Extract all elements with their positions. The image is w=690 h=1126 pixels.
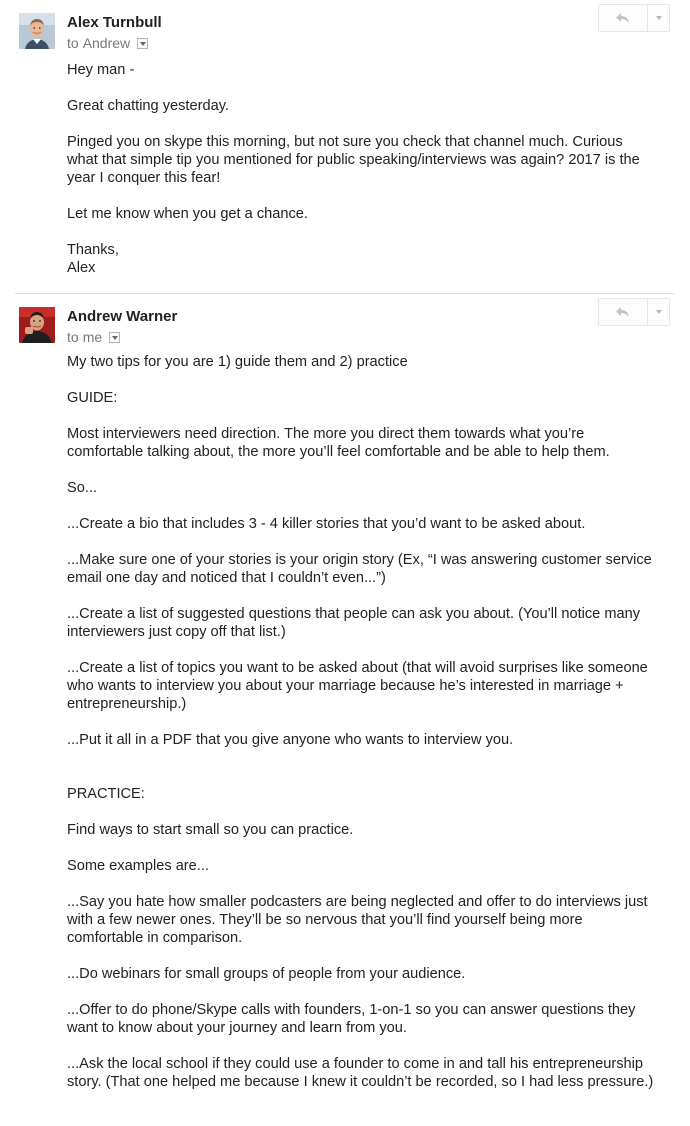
avatar-photo-andrew — [19, 307, 55, 343]
body-paragraph: Great chatting yesterday. — [67, 98, 229, 114]
body-paragraph: ...Say you hate how smaller podcasters are being neglected and offer to do interviews just with a few newer ones. They’ll be so nervous that you’ll find yourself being more comfortable in comparison. — [67, 894, 648, 946]
avatar-photo-alex — [19, 13, 55, 49]
section-heading-guide: GUIDE: — [67, 390, 118, 406]
reply-button[interactable] — [599, 5, 648, 31]
body-paragraph: ...Do webinars for small groups of people from your audience. — [67, 966, 466, 982]
body-paragraph: ...Offer to do phone/Skype calls with founders, 1-on-1 so you can answer questions they want to know about your journey and learn from you. — [67, 1002, 636, 1036]
body-paragraph: ...Ask the local school if they could use a founder to come in and tall his entrepreneurship story. (That one helped me because I knew it couldn’t be recorded, so I had less pressure.) — [67, 1056, 654, 1090]
avatar-andrew-warner[interactable] — [19, 307, 55, 343]
reply-button-group — [598, 298, 670, 326]
reply-arrow-icon — [616, 307, 630, 318]
body-paragraph: Find ways to start small so you can practice. — [67, 822, 354, 838]
recipient-details-chevron-down-icon[interactable] — [137, 38, 148, 49]
section-heading-practice: PRACTICE: — [67, 786, 145, 802]
email-message-andrew — [0, 294, 690, 1126]
body-paragraph: ...Create a list of suggested questions that people can ask you about. (You’ll notice many interviewers just copy off that list.) — [67, 606, 641, 640]
body-paragraph: Let me know when you get a chance. — [67, 206, 308, 222]
recipient-line — [67, 35, 148, 51]
email-body — [67, 353, 657, 1109]
body-paragraph: Some examples are... — [67, 858, 209, 874]
reply-button-group — [598, 4, 670, 32]
more-options-button[interactable] — [648, 5, 669, 31]
reply-arrow-icon — [616, 13, 630, 24]
body-signoff: Thanks, Alex — [67, 242, 119, 276]
email-message-alex — [0, 0, 690, 292]
sender-name[interactable]: Alex Turnbull — [67, 14, 162, 31]
body-paragraph: ...Create a list of topics you want to be asked about (that will avoid surprises like someone who wants to interview you about your marriage because he’s interested in marriage + entrepreneurship.) — [67, 660, 648, 712]
sender-name[interactable]: Andrew Warner — [67, 308, 178, 325]
recipient-to-label: to — [67, 329, 79, 345]
recipient-name: Andrew — [82, 35, 131, 51]
body-paragraph: My two tips for you are 1) guide them and 2) practice — [67, 354, 408, 370]
body-paragraph: ...Make sure one of your stories is your origin story (Ex, “I was answering customer service email one day and noticed that I couldn’t even...”) — [67, 552, 652, 586]
body-paragraph: ...Create a bio that includes 3 - 4 killer stories that you’d want to be asked about. — [67, 516, 586, 532]
body-paragraph: Most interviewers need direction. The more you direct them towards what you’re comfortable talking about, the more you’ll feel comfortable and be able to help them. — [67, 426, 610, 460]
recipient-to-label: to — [67, 35, 79, 51]
body-paragraph: Hey man - — [67, 62, 135, 78]
email-body — [67, 61, 657, 295]
recipient-details-chevron-down-icon[interactable] — [109, 332, 120, 343]
reply-button[interactable] — [599, 299, 648, 325]
body-paragraph: So... — [67, 480, 98, 496]
body-paragraph: ...Put it all in a PDF that you give anyone who wants to interview you. — [67, 732, 514, 748]
body-paragraph: Pinged you on skype this morning, but not sure you check that channel much. Curious what that simple tip you mentioned for public speaking/interviews was again? 2017 is the year I conquer this fear! — [67, 134, 640, 186]
more-options-button[interactable] — [648, 299, 669, 325]
avatar-alex-turnbull[interactable] — [19, 13, 55, 49]
chevron-down-icon — [656, 310, 662, 314]
recipient-name: me — [82, 329, 103, 345]
chevron-down-icon — [656, 16, 662, 20]
recipient-line — [67, 329, 120, 345]
